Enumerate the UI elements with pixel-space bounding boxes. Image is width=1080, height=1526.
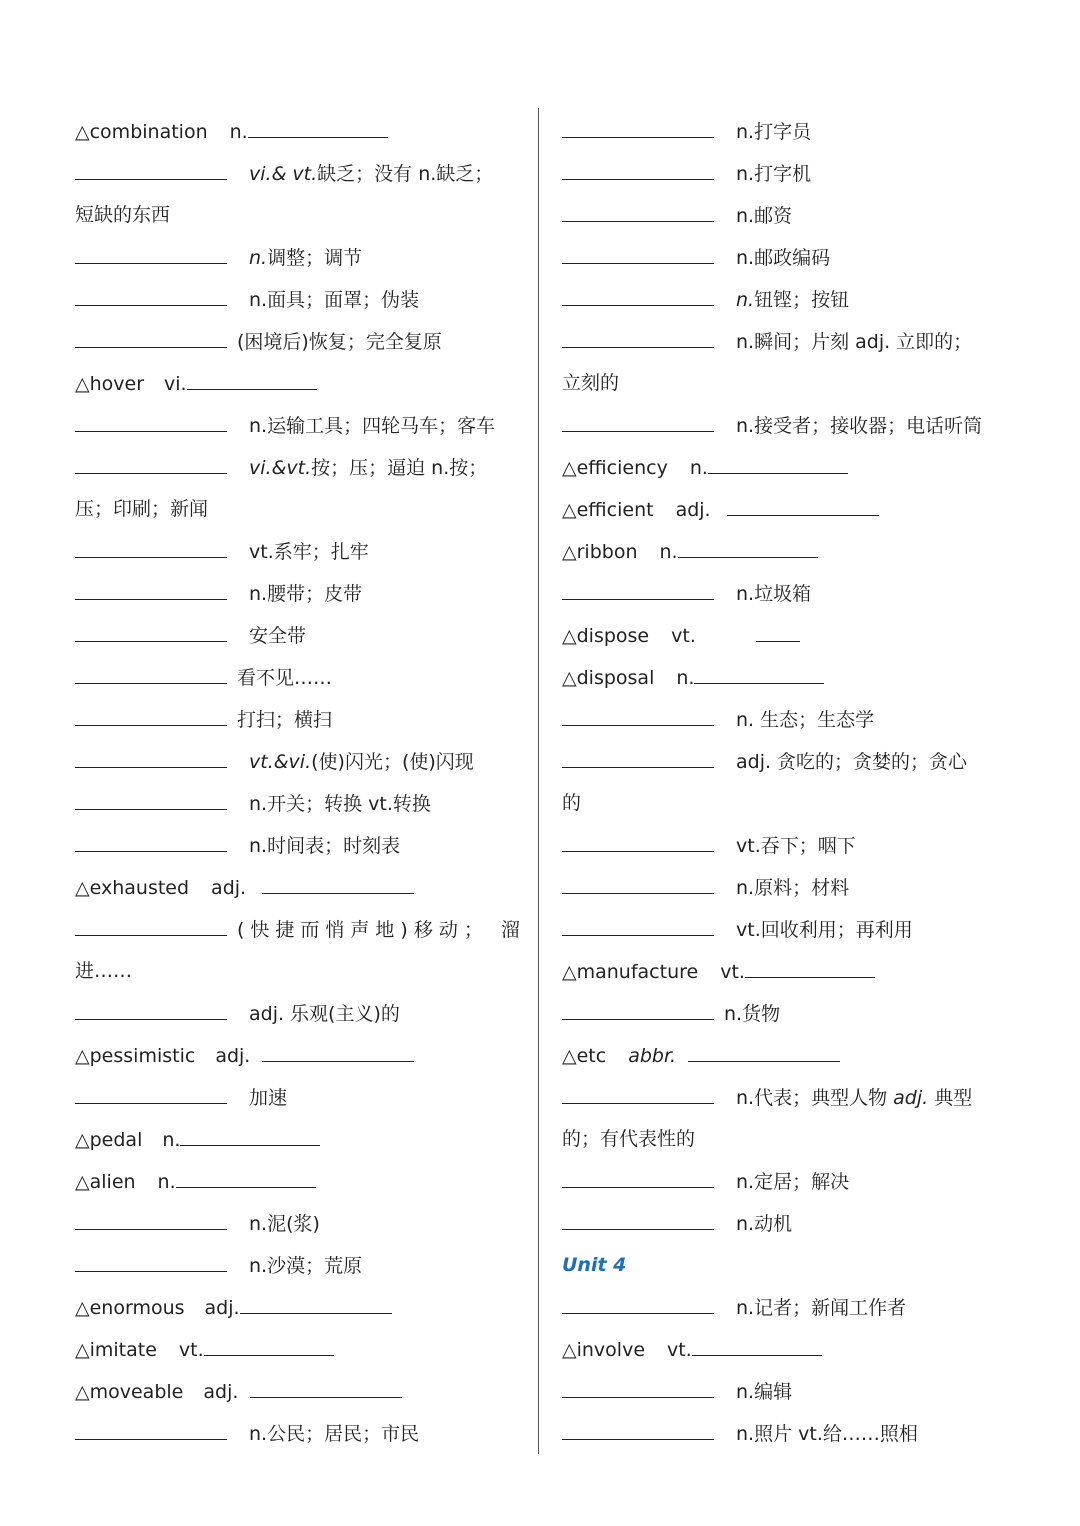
definition: n.代表；典型人物: [736, 1087, 894, 1109]
list-item: [75, 1034, 520, 1076]
definition: n.编辑: [736, 1381, 793, 1403]
part-of-speech: n.: [659, 541, 678, 563]
list-item: [75, 1328, 520, 1370]
list-item: [75, 1076, 520, 1118]
definition: 缺乏；没有 n.缺乏；: [317, 163, 494, 185]
part-of-speech: vi.: [164, 373, 187, 395]
list-item: [75, 1412, 520, 1454]
answer-blank[interactable]: [692, 1328, 822, 1356]
list-item: [75, 950, 520, 992]
definition: 进……: [75, 960, 133, 982]
part-of-speech: n.: [249, 247, 268, 269]
answer-blank[interactable]: [562, 698, 714, 726]
answer-blank[interactable]: [75, 614, 227, 642]
definition: n.定居；解决: [736, 1171, 850, 1193]
answer-blank[interactable]: [75, 572, 227, 600]
vocab-word: △disposal: [562, 667, 655, 689]
list-item: [562, 530, 1007, 572]
list-item: [562, 488, 1007, 530]
answer-blank[interactable]: [727, 488, 879, 516]
vocab-word: △dispose: [562, 625, 650, 647]
part-of-speech: vt.: [720, 961, 745, 983]
part-of-speech: vi.&vt.: [249, 457, 312, 479]
answer-blank[interactable]: [75, 320, 227, 348]
list-item: [562, 782, 1007, 824]
definition: 钮铿；按钮: [754, 289, 850, 311]
vocab-word: △efficiency: [562, 457, 668, 479]
vocab-word: △exhausted: [75, 877, 190, 899]
vocab-word: △pessimistic: [75, 1045, 196, 1067]
answer-blank[interactable]: [248, 110, 388, 138]
list-item: [75, 614, 520, 656]
list-item: [75, 1118, 520, 1160]
list-item: [75, 1202, 520, 1244]
list-item: [562, 110, 1007, 152]
list-item: [562, 1328, 1007, 1370]
answer-blank[interactable]: [708, 446, 848, 474]
definition: 调整；调节: [267, 247, 363, 269]
list-item: [562, 572, 1007, 614]
definition: n.时间表；时刻表: [249, 835, 401, 857]
list-item: [562, 278, 1007, 320]
definition: 立刻的: [562, 372, 620, 394]
list-item: [75, 698, 520, 740]
definition: 典型: [928, 1087, 973, 1109]
answer-blank[interactable]: [562, 1160, 714, 1188]
part-of-speech: n.: [162, 1129, 181, 1151]
list-item: [562, 1076, 1007, 1118]
definition: n.记者；新闻工作者: [736, 1297, 907, 1319]
answer-blank[interactable]: [745, 950, 875, 978]
vocab-word: △efficient: [562, 499, 654, 521]
list-item: [75, 530, 520, 572]
answer-blank[interactable]: [756, 614, 800, 642]
list-item: [75, 992, 520, 1034]
part-of-speech: n.: [689, 457, 708, 479]
definition: n. 生态；生态学: [736, 709, 875, 731]
list-item: [562, 446, 1007, 488]
list-item: [75, 1286, 520, 1328]
list-item: [562, 152, 1007, 194]
vocab-word: △combination: [75, 121, 208, 143]
definition: n.动机: [736, 1213, 793, 1235]
list-item: [75, 404, 520, 446]
answer-blank[interactable]: [562, 236, 714, 264]
definition: n.运输工具；四轮马车；客车: [249, 415, 496, 437]
answer-blank[interactable]: [562, 1286, 714, 1314]
definition: 的；有代表性的: [562, 1128, 696, 1150]
answer-blank[interactable]: [75, 740, 227, 768]
answer-blank[interactable]: [678, 530, 818, 558]
definition: n.打字员: [736, 121, 812, 143]
answer-blank[interactable]: [688, 1034, 840, 1062]
list-item: [75, 908, 526, 950]
list-item: [75, 236, 520, 278]
answer-blank[interactable]: [75, 404, 227, 432]
definition: n.邮资: [736, 205, 793, 227]
list-item: [75, 194, 520, 236]
right-column: [562, 110, 1007, 1454]
list-item: [562, 1034, 1007, 1076]
definition: (快捷而悄声地)移动； 溜: [237, 919, 526, 941]
list-item: [75, 572, 520, 614]
answer-blank[interactable]: [75, 824, 227, 852]
answer-blank[interactable]: [75, 1412, 227, 1440]
part-of-speech: n.: [157, 1171, 176, 1193]
part-of-speech: adj.: [203, 1381, 239, 1403]
answer-blank[interactable]: [75, 1076, 227, 1104]
answer-blank[interactable]: [562, 824, 714, 852]
definition: (困境后)恢复；完全复原: [237, 331, 442, 353]
part-of-speech: abbr.: [628, 1045, 677, 1067]
list-item: [75, 152, 520, 194]
answer-blank[interactable]: [250, 1370, 402, 1398]
list-item: [562, 866, 1007, 908]
definition: n.瞬间；片刻 adj. 立即的；: [736, 331, 973, 353]
answer-blank[interactable]: [694, 656, 824, 684]
definition: 短缺的东西: [75, 204, 171, 226]
answer-blank[interactable]: [562, 278, 714, 306]
answer-blank[interactable]: [562, 1202, 714, 1230]
definition: n.开关；转换 vt.转换: [249, 793, 431, 815]
part-of-speech: vt.: [667, 1339, 692, 1361]
definition: 打扫；横扫: [237, 709, 333, 731]
answer-blank[interactable]: [75, 1244, 227, 1272]
vocab-word: △imitate: [75, 1339, 157, 1361]
list-item: [562, 1370, 1007, 1412]
list-item: [562, 614, 1007, 656]
definition: vt.吞下；咽下: [736, 835, 856, 857]
answer-blank[interactable]: [75, 236, 227, 264]
answer-blank[interactable]: [75, 656, 227, 684]
definition: 看不见……: [237, 667, 333, 689]
list-item: [75, 824, 520, 866]
list-item: [75, 656, 520, 698]
list-item: [75, 362, 520, 404]
part-of-speech: adj.: [675, 499, 711, 521]
definition: 压；印刷；新闻: [75, 498, 209, 520]
answer-blank[interactable]: [176, 1160, 316, 1188]
vocab-word: △involve: [562, 1339, 646, 1361]
list-item: [562, 1412, 1007, 1454]
part-of-speech: adj.: [893, 1087, 929, 1109]
part-of-speech: vt.: [671, 625, 696, 647]
left-column: [75, 110, 526, 1454]
list-item: [562, 992, 1007, 1034]
vocab-word: △pedal: [75, 1129, 143, 1151]
list-item: [75, 488, 520, 530]
answer-blank[interactable]: [75, 698, 227, 726]
answer-blank[interactable]: [75, 152, 227, 180]
list-item: [562, 1202, 1007, 1244]
vocab-word: △hover: [75, 373, 145, 395]
definition: n.货物: [724, 1003, 781, 1025]
definition: vt.回收利用；再利用: [736, 919, 913, 941]
answer-blank[interactable]: [562, 1412, 714, 1440]
part-of-speech: adj.: [211, 877, 247, 899]
part-of-speech: n.: [229, 121, 248, 143]
list-item: [562, 656, 1007, 698]
answer-blank[interactable]: [75, 446, 227, 474]
answer-blank[interactable]: [204, 1328, 334, 1356]
definition: (使)闪光；(使)闪现: [311, 751, 474, 773]
answer-blank[interactable]: [187, 362, 317, 390]
list-item: [75, 866, 520, 908]
definition: 的: [562, 792, 582, 814]
list-item: [75, 782, 520, 824]
answer-blank[interactable]: [75, 278, 227, 306]
answer-blank[interactable]: [562, 110, 714, 138]
list-item: [75, 446, 520, 488]
part-of-speech: vi.& vt.: [249, 163, 318, 185]
vocab-word: △ribbon: [562, 541, 638, 563]
definition: n.泥(浆): [249, 1213, 320, 1235]
definition: n.邮政编码: [736, 247, 831, 269]
definition: n.接受者；接收器；电话听筒: [736, 415, 983, 437]
list-item: [562, 362, 1007, 404]
list-item: [562, 320, 1007, 362]
answer-blank[interactable]: [562, 740, 714, 768]
part-of-speech: vt.: [178, 1339, 204, 1361]
list-item: [75, 740, 520, 782]
list-item: [562, 1118, 1007, 1160]
part-of-speech: vt.&vi.: [249, 751, 312, 773]
answer-blank[interactable]: [75, 1202, 227, 1230]
answer-blank[interactable]: [75, 992, 227, 1020]
answer-blank[interactable]: [75, 782, 227, 810]
vocab-word: △moveable: [75, 1381, 184, 1403]
definition: n.公民；居民；市民: [249, 1423, 420, 1445]
answer-blank[interactable]: [562, 320, 714, 348]
unit-heading: [562, 1244, 1007, 1286]
column-divider: [538, 108, 539, 1454]
list-item: [562, 404, 1007, 446]
definition: n.腰带；皮带: [249, 583, 363, 605]
answer-blank[interactable]: [562, 152, 714, 180]
list-item: [562, 824, 1007, 866]
vocab-word: △alien: [75, 1171, 136, 1193]
answer-blank[interactable]: [262, 866, 414, 894]
list-item: [562, 950, 1007, 992]
answer-blank[interactable]: [562, 866, 714, 894]
answer-blank[interactable]: [562, 1076, 714, 1104]
definition: adj. 贪吃的；贪婪的；贪心: [736, 751, 968, 773]
part-of-speech: n.: [676, 667, 695, 689]
answer-blank[interactable]: [562, 194, 714, 222]
list-item: [562, 1286, 1007, 1328]
list-item: [75, 1160, 520, 1202]
answer-blank[interactable]: [240, 1286, 392, 1314]
list-item: [562, 698, 1007, 740]
definition: n.打字机: [736, 163, 812, 185]
answer-blank[interactable]: [562, 572, 714, 600]
definition: 加速: [249, 1087, 288, 1109]
answer-blank[interactable]: [562, 1370, 714, 1398]
part-of-speech: adj.: [204, 1297, 240, 1319]
vocab-word: △manufacture: [562, 961, 699, 983]
definition: adj. 乐观(主义)的: [249, 1003, 400, 1025]
list-item: [75, 320, 520, 362]
list-item: [75, 1370, 520, 1412]
unit-title: Unit 4: [562, 1254, 627, 1276]
list-item: [562, 740, 1007, 782]
definition: n.沙漠；荒原: [249, 1255, 363, 1277]
part-of-speech: n.: [736, 289, 755, 311]
answer-blank[interactable]: [180, 1118, 320, 1146]
definition: 安全带: [249, 625, 307, 647]
definition: n.原料；材料: [736, 877, 850, 899]
list-item: [75, 1244, 520, 1286]
answer-blank[interactable]: [75, 530, 227, 558]
list-item: [75, 110, 520, 152]
list-item: [75, 278, 520, 320]
part-of-speech: adj.: [215, 1045, 251, 1067]
definition: n.垃圾箱: [736, 583, 812, 605]
definition: 按；压；逼迫 n.按；: [311, 457, 488, 479]
list-item: [562, 236, 1007, 278]
answer-blank[interactable]: [562, 404, 714, 432]
definition: n.面具；面罩；伪装: [249, 289, 420, 311]
vocab-word: △enormous: [75, 1297, 185, 1319]
list-item: [562, 1160, 1007, 1202]
answer-blank[interactable]: [262, 1034, 414, 1062]
definition: n.照片 vt.给……照相: [736, 1423, 918, 1445]
list-item: [562, 194, 1007, 236]
answer-blank[interactable]: [562, 992, 714, 1020]
list-item: [562, 908, 1007, 950]
answer-blank[interactable]: [562, 908, 714, 936]
answer-blank[interactable]: [75, 908, 227, 936]
definition: vt.系牢；扎牢: [249, 541, 369, 563]
vocab-word: △etc: [562, 1045, 607, 1067]
